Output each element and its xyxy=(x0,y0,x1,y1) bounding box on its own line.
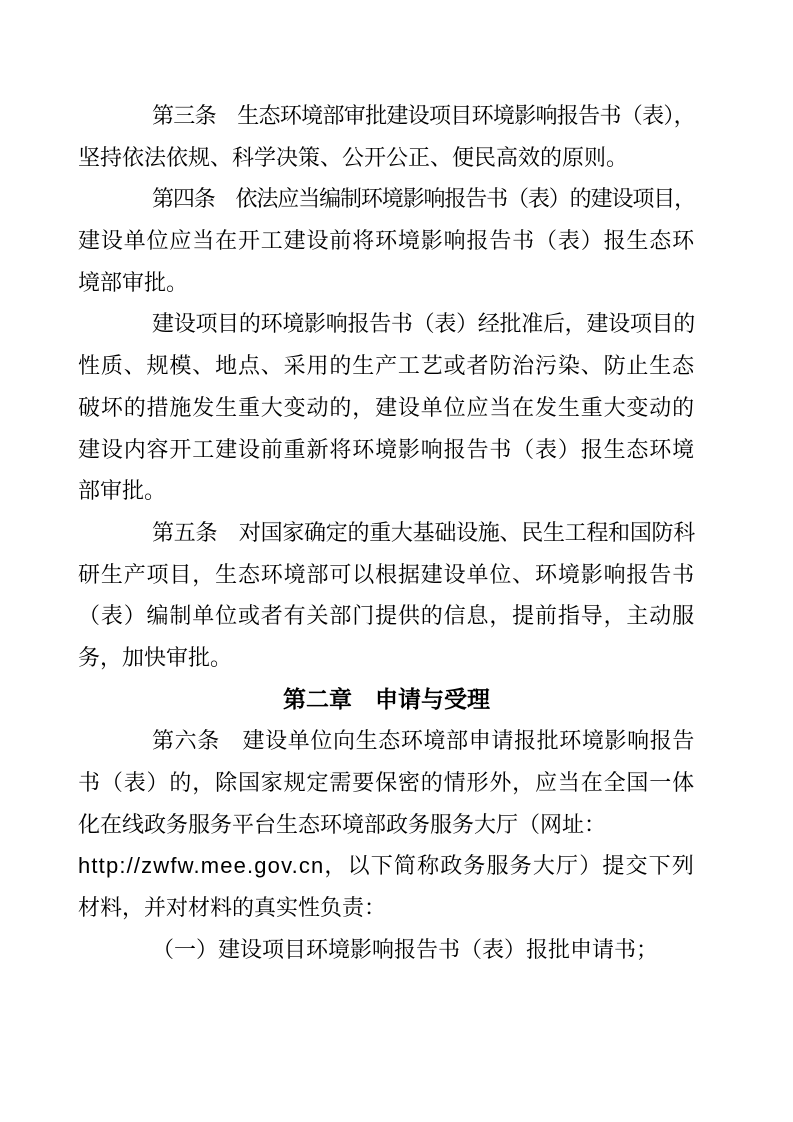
text-line: 境部审批。 xyxy=(78,269,189,295)
text-line: 建设内容开工建设前重新将环境影响报告书（表）报生态环境 xyxy=(78,436,695,462)
text-line: 性质、规模、地点、采用的生产工艺或者防治污染、防止生态 xyxy=(78,353,695,379)
text-line: 务，加快审批。 xyxy=(78,644,233,670)
paragraph-start-line: 建设项目的环境影响报告书（表）经批准后，建设项目的 xyxy=(152,311,695,337)
article-start-line: 第六条 建设单位向生态环境部申请报批环境影响报告 xyxy=(152,728,695,754)
text-line: 部审批。 xyxy=(78,478,167,504)
text-line: http://zwfw.mee.gov.cn，以下简称政务服务大厅）提交下列 xyxy=(78,853,695,879)
text-line: 破坏的措施发生重大变动的，建设单位应当在发生重大变动的 xyxy=(78,394,695,420)
list-item-line: （一）建设项目环境影响报告书（表）报批申请书； xyxy=(152,936,659,962)
text-line: （表）编制单位或者有关部门提供的信息，提前指导，主动服 xyxy=(78,603,695,629)
text-line: 书（表）的，除国家规定需要保密的情形外，应当在全国一体 xyxy=(78,770,695,795)
article-start-line: 第四条 依法应当编制环境影响报告书（表）的建设项目， xyxy=(152,186,695,212)
article-start-line: 第三条 生态环境部审批建设项目环境影响报告书（表）， xyxy=(152,103,695,128)
text-line: 化在线政务服务平台生态环境部政务服务大厅（网址： xyxy=(78,811,607,837)
text-line: 建设单位应当在开工建设前将环境影响报告书（表）报生态环 xyxy=(78,228,695,254)
chapter-heading: 第二章 申请与受理 xyxy=(283,685,490,712)
text-line: 坚持依法依规、科学决策、公开公正、便民高效的原则。 xyxy=(78,144,629,170)
document-text-block xyxy=(78,95,695,970)
text-line: 材料，并对材料的真实性负责： xyxy=(78,895,387,921)
article-start-line: 第五条 对国家确定的重大基础设施、民生工程和国防科 xyxy=(152,519,695,545)
text-line: 研生产项目，生态环境部可以根据建设单位、环境影响报告书 xyxy=(78,561,695,587)
